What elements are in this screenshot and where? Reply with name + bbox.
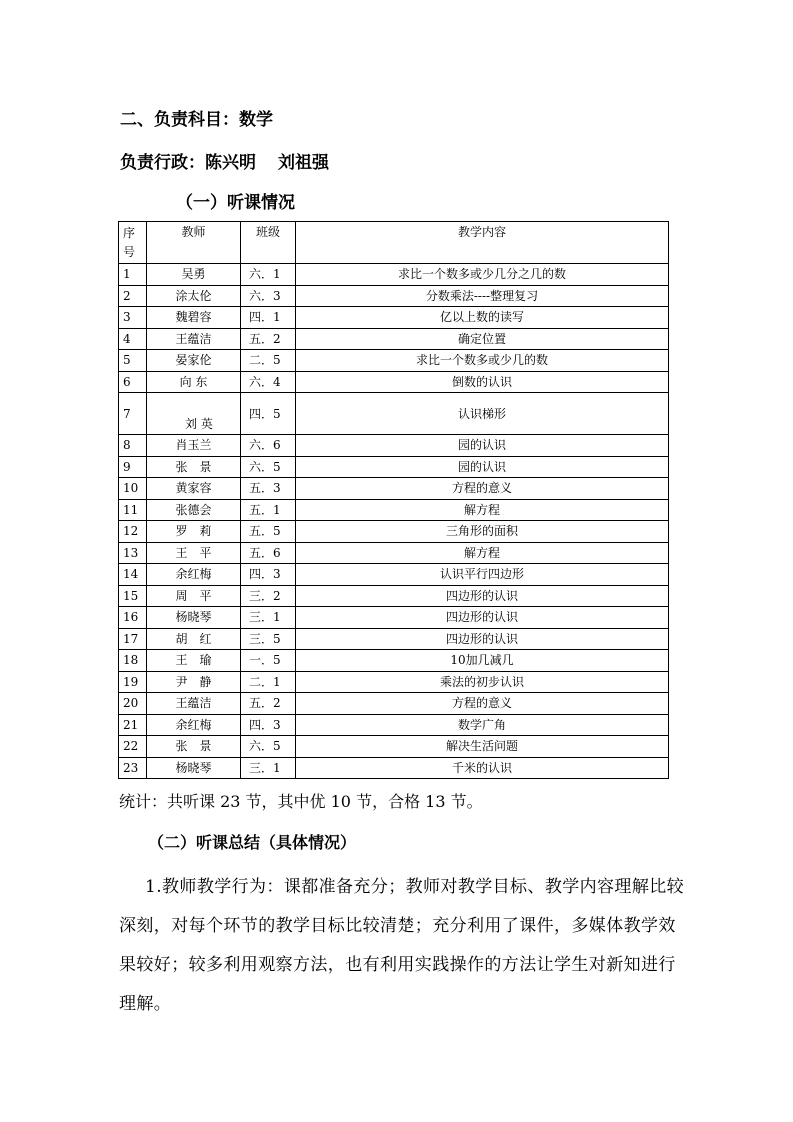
cell-class: 五．5 xyxy=(241,521,296,543)
cell-content: 分数乘法----整理复习 xyxy=(296,285,669,307)
cell-teacher: 魏碧容 xyxy=(147,307,241,329)
header-seq xyxy=(119,222,147,264)
cell-class: 三．1 xyxy=(241,757,296,779)
cell-teacher: 尹 静 xyxy=(147,671,241,693)
cell-teacher: 张德会 xyxy=(147,499,241,521)
table-row xyxy=(119,564,669,586)
table-row xyxy=(119,371,669,393)
cell-teacher: 杨晓琴 xyxy=(147,757,241,779)
cell-teacher: 周 平 xyxy=(147,585,241,607)
cell-no: 2 xyxy=(119,285,147,307)
table-row xyxy=(119,671,669,693)
table-row xyxy=(119,542,669,564)
cell-content: 认识平行四边形 xyxy=(296,564,669,586)
cell-content: 乘法的初步认识 xyxy=(296,671,669,693)
cell-content: 亿以上数的读写 xyxy=(296,307,669,329)
cell-teacher: 杨晓琴 xyxy=(147,607,241,629)
cell-teacher: 罗 莉 xyxy=(147,521,241,543)
cell-content: 方程的意义 xyxy=(296,693,669,715)
cell-content: 数学广角 xyxy=(296,714,669,736)
header-seq-text: 序号 xyxy=(123,225,136,259)
cell-teacher: 王蕴洁 xyxy=(147,328,241,350)
cell-class: 三．1 xyxy=(241,607,296,629)
cell-content: 园的认识 xyxy=(296,435,669,457)
table-header-row xyxy=(119,222,669,264)
cell-teacher: 黄家容 xyxy=(147,478,241,500)
cell-class: 六．5 xyxy=(241,736,296,758)
admin-label: 负责行政： xyxy=(120,153,205,173)
cell-content: 三角形的面积 xyxy=(296,521,669,543)
cell-no: 8 xyxy=(119,435,147,457)
cell-teacher: 王 平 xyxy=(147,542,241,564)
admin-line xyxy=(120,148,329,173)
statistics-line: 统计：共听课 23 节，其中优 10 节，合格 13 节。 xyxy=(119,792,483,811)
table-row xyxy=(119,478,669,500)
table-row xyxy=(119,628,669,650)
cell-no: 16 xyxy=(119,607,147,629)
cell-teacher: 刘 英 xyxy=(147,393,241,435)
cell-no: 4 xyxy=(119,328,147,350)
header-content: 教学内容 xyxy=(296,222,669,264)
cell-class: 四．5 xyxy=(241,393,296,435)
cell-class: 六．3 xyxy=(241,285,296,307)
cell-class: 一．5 xyxy=(241,650,296,672)
cell-no: 11 xyxy=(119,499,147,521)
cell-content: 千米的认识 xyxy=(296,757,669,779)
cell-no: 20 xyxy=(119,693,147,715)
cell-content: 园的认识 xyxy=(296,456,669,478)
table-row xyxy=(119,521,669,543)
cell-class: 六．4 xyxy=(241,371,296,393)
cell-teacher: 涂太伦 xyxy=(147,285,241,307)
cell-class: 五．2 xyxy=(241,328,296,350)
table-row xyxy=(119,393,669,435)
cell-teacher: 余红梅 xyxy=(147,714,241,736)
table-row xyxy=(119,435,669,457)
table-row xyxy=(119,650,669,672)
table-row xyxy=(119,307,669,329)
cell-content: 倒数的认识 xyxy=(296,371,669,393)
table-row xyxy=(119,328,669,350)
cell-no: 7 xyxy=(119,393,147,435)
cell-class: 二．5 xyxy=(241,350,296,372)
cell-no: 10 xyxy=(119,478,147,500)
lesson-observation-table xyxy=(118,221,669,779)
cell-content: 四边形的认识 xyxy=(296,607,669,629)
cell-no: 6 xyxy=(119,371,147,393)
cell-content: 求比一个数多或少几分之几的数 xyxy=(296,264,669,286)
cell-class: 三．2 xyxy=(241,585,296,607)
section2-heading: （二）听课总结（具体情况） xyxy=(148,833,357,852)
cell-content: 解方程 xyxy=(296,499,669,521)
cell-teacher: 余红梅 xyxy=(147,564,241,586)
section1-heading: （一）听课情况 xyxy=(176,193,295,213)
header-class: 班级 xyxy=(241,222,296,264)
cell-no: 23 xyxy=(119,757,147,779)
cell-teacher: 王 瑜 xyxy=(147,650,241,672)
summary-paragraph: 1.教师教学行为：课都准备充分；教师对教学目标、教学内容理解比较深刻，对每个环节的教学目标比较清楚；充分利用了课件，多媒体教学效果较好；较多利用观察方法，也有利用实践操作的方法让学生对新知进行理解。 xyxy=(119,877,685,1014)
table-row xyxy=(119,499,669,521)
cell-class: 三．5 xyxy=(241,628,296,650)
cell-no: 15 xyxy=(119,585,147,607)
cell-no: 13 xyxy=(119,542,147,564)
cell-content: 解决生活问题 xyxy=(296,736,669,758)
cell-teacher: 张 景 xyxy=(147,736,241,758)
cell-no: 9 xyxy=(119,456,147,478)
cell-class: 五．1 xyxy=(241,499,296,521)
cell-no: 17 xyxy=(119,628,147,650)
admin-name: 陈兴明 xyxy=(205,153,256,173)
cell-content: 方程的意义 xyxy=(296,478,669,500)
cell-teacher: 肖玉兰 xyxy=(147,435,241,457)
cell-class: 五．6 xyxy=(241,542,296,564)
cell-content: 10加几减几 xyxy=(296,650,669,672)
cell-class: 六．6 xyxy=(241,435,296,457)
table-row xyxy=(119,456,669,478)
cell-no: 22 xyxy=(119,736,147,758)
cell-content: 解方程 xyxy=(296,542,669,564)
table-row xyxy=(119,264,669,286)
cell-class: 五．3 xyxy=(241,478,296,500)
cell-class: 五．2 xyxy=(241,693,296,715)
admin-name: 刘祖强 xyxy=(278,153,329,173)
cell-content: 求比一个数多或少几的数 xyxy=(296,350,669,372)
header-teacher: 教师 xyxy=(147,222,241,264)
cell-class: 六．1 xyxy=(241,264,296,286)
cell-teacher: 向 东 xyxy=(147,371,241,393)
table-row xyxy=(119,585,669,607)
cell-no: 19 xyxy=(119,671,147,693)
cell-no: 1 xyxy=(119,264,147,286)
cell-no: 12 xyxy=(119,521,147,543)
table-row xyxy=(119,693,669,715)
cell-class: 四．3 xyxy=(241,564,296,586)
cell-teacher: 晏家伦 xyxy=(147,350,241,372)
cell-content: 确定位置 xyxy=(296,328,669,350)
cell-no: 3 xyxy=(119,307,147,329)
cell-no: 5 xyxy=(119,350,147,372)
table-row xyxy=(119,714,669,736)
table-row xyxy=(119,607,669,629)
cell-class: 四．3 xyxy=(241,714,296,736)
cell-class: 六．5 xyxy=(241,456,296,478)
cell-class: 四．1 xyxy=(241,307,296,329)
table-row xyxy=(119,736,669,758)
subject-heading: 二、负责科目：数学 xyxy=(120,110,273,130)
cell-teacher: 王蕴洁 xyxy=(147,693,241,715)
cell-content: 四边形的认识 xyxy=(296,628,669,650)
table-row xyxy=(119,757,669,779)
cell-teacher: 张 景 xyxy=(147,456,241,478)
cell-teacher: 胡 红 xyxy=(147,628,241,650)
cell-no: 18 xyxy=(119,650,147,672)
cell-teacher: 吴勇 xyxy=(147,264,241,286)
table-row xyxy=(119,350,669,372)
cell-no: 14 xyxy=(119,564,147,586)
cell-content: 认识梯形 xyxy=(296,393,669,435)
table-row xyxy=(119,285,669,307)
cell-no: 21 xyxy=(119,714,147,736)
cell-class: 二．1 xyxy=(241,671,296,693)
cell-content: 四边形的认识 xyxy=(296,585,669,607)
